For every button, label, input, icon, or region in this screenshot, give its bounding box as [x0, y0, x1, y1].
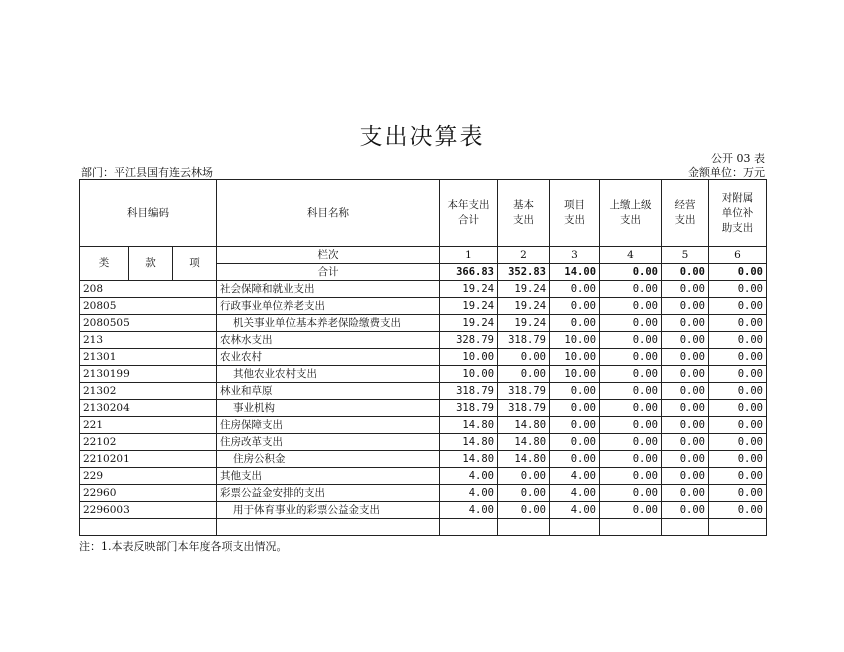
- row-value: 14.80: [498, 417, 550, 434]
- row-value: 0.00: [709, 332, 767, 349]
- row-value: 0.00: [662, 315, 709, 332]
- table-row: [80, 281, 767, 298]
- row-value: 0.00: [550, 383, 600, 400]
- row-value: 0.00: [600, 298, 662, 315]
- row-value: 19.24: [440, 281, 498, 298]
- row-value: 0.00: [600, 434, 662, 451]
- row-value: 0.00: [709, 281, 767, 298]
- row-value: 0.00: [709, 417, 767, 434]
- table-row: [80, 383, 767, 400]
- row-code: 208: [80, 281, 217, 298]
- row-value: 4.00: [440, 485, 498, 502]
- row-value: 10.00: [550, 349, 600, 366]
- total-value: 366.83: [440, 264, 498, 281]
- row-code: 22960: [80, 485, 217, 502]
- row-value: 0.00: [662, 349, 709, 366]
- row-value: 0.00: [550, 434, 600, 451]
- table-row: [80, 451, 767, 468]
- total-value: 352.83: [498, 264, 550, 281]
- row-name: 其他农业农村支出: [217, 366, 440, 383]
- header-code: 科目编码: [80, 180, 217, 247]
- row-value: 318.79: [498, 332, 550, 349]
- row-code: 221: [80, 417, 217, 434]
- row-value: 4.00: [550, 502, 600, 519]
- row-value: 14.80: [498, 434, 550, 451]
- row-value: 0.00: [498, 366, 550, 383]
- row-value: 10.00: [550, 332, 600, 349]
- row-value: 0.00: [709, 468, 767, 485]
- header-upper: 上缴上级 支出: [600, 180, 662, 247]
- row-value: 0.00: [600, 281, 662, 298]
- row-value: 0.00: [600, 400, 662, 417]
- table-row: [80, 502, 767, 519]
- row-code: 21301: [80, 349, 217, 366]
- header-xiang: 项: [173, 247, 217, 281]
- row-value: 0.00: [709, 349, 767, 366]
- header-operate: 经营 支出: [662, 180, 709, 247]
- row-value: 0.00: [662, 400, 709, 417]
- row-code: 2080505: [80, 315, 217, 332]
- row-value: 318.79: [440, 400, 498, 417]
- row-code: 2130204: [80, 400, 217, 417]
- header-total: 本年支出 合计: [440, 180, 498, 247]
- row-code: 2296003: [80, 502, 217, 519]
- row-value: 0.00: [662, 485, 709, 502]
- table-row: [80, 468, 767, 485]
- row-value: 318.79: [440, 383, 498, 400]
- row-name: 住房公积金: [217, 451, 440, 468]
- header-project: 项目 支出: [550, 180, 600, 247]
- row-value: 0.00: [550, 315, 600, 332]
- row-value: 0.00: [600, 332, 662, 349]
- row-value: 0.00: [662, 366, 709, 383]
- row-value: 0.00: [498, 485, 550, 502]
- col-index-5: 5: [662, 247, 709, 264]
- row-value: 0.00: [709, 298, 767, 315]
- row-value: 0.00: [662, 332, 709, 349]
- table-row: [80, 298, 767, 315]
- table-row: [80, 366, 767, 383]
- row-value: 0.00: [498, 502, 550, 519]
- row-value: 0.00: [662, 451, 709, 468]
- table-row: [80, 400, 767, 417]
- row-value: 0.00: [600, 417, 662, 434]
- row-value: 318.79: [498, 400, 550, 417]
- row-code: 21302: [80, 383, 217, 400]
- table-row: [80, 434, 767, 451]
- row-name: 用于体育事业的彩票公益金支出: [217, 502, 440, 519]
- row-value: 14.80: [440, 451, 498, 468]
- row-value: 19.24: [498, 315, 550, 332]
- total-value: 0.00: [709, 264, 767, 281]
- row-value: 0.00: [662, 298, 709, 315]
- row-code: 2210201: [80, 451, 217, 468]
- department-label: 部门：平江县国有连云林场: [81, 166, 213, 179]
- table-row: [80, 332, 767, 349]
- col-index-2: 2: [498, 247, 550, 264]
- form-number: 公开 03 表: [711, 152, 765, 165]
- row-value: 0.00: [550, 400, 600, 417]
- row-value: 0.00: [498, 468, 550, 485]
- row-value: 0.00: [709, 434, 767, 451]
- row-value: 19.24: [440, 298, 498, 315]
- empty-row: [80, 519, 767, 536]
- col-index-6: 6: [709, 247, 767, 264]
- row-value: 0.00: [600, 349, 662, 366]
- row-value: 0.00: [498, 349, 550, 366]
- row-value: 0.00: [709, 502, 767, 519]
- header-lei: 类: [80, 247, 129, 281]
- row-value: 14.80: [440, 434, 498, 451]
- row-name: 行政事业单位养老支出: [217, 298, 440, 315]
- row-value: 10.00: [440, 349, 498, 366]
- page-title: 支出决算表: [359, 124, 485, 150]
- row-value: 4.00: [550, 485, 600, 502]
- col-index-3: 3: [550, 247, 600, 264]
- row-value: 0.00: [662, 417, 709, 434]
- row-name: 其他支出: [217, 468, 440, 485]
- row-code: 20805: [80, 298, 217, 315]
- row-value: 0.00: [600, 468, 662, 485]
- row-value: 0.00: [709, 451, 767, 468]
- header-kuan: 款: [129, 247, 173, 281]
- row-value: 0.00: [662, 468, 709, 485]
- row-value: 0.00: [709, 383, 767, 400]
- row-value: 19.24: [498, 298, 550, 315]
- row-value: 318.79: [498, 383, 550, 400]
- row-value: 0.00: [662, 502, 709, 519]
- total-value: 0.00: [662, 264, 709, 281]
- row-value: 10.00: [440, 366, 498, 383]
- row-code: 2130199: [80, 366, 217, 383]
- row-value: 0.00: [709, 400, 767, 417]
- row-value: 0.00: [550, 417, 600, 434]
- row-name: 住房改革支出: [217, 434, 440, 451]
- row-value: 0.00: [709, 485, 767, 502]
- header-lanci: 栏次: [217, 247, 440, 264]
- total-label: 合计: [217, 264, 440, 281]
- row-value: 0.00: [600, 383, 662, 400]
- row-name: 农林水支出: [217, 332, 440, 349]
- header-basic: 基本 支出: [498, 180, 550, 247]
- row-value: 19.24: [498, 281, 550, 298]
- row-value: 4.00: [550, 468, 600, 485]
- table-row: [80, 417, 767, 434]
- row-value: 14.80: [498, 451, 550, 468]
- row-name: 社会保障和就业支出: [217, 281, 440, 298]
- row-value: 0.00: [600, 502, 662, 519]
- row-value: 0.00: [662, 383, 709, 400]
- row-value: 0.00: [709, 315, 767, 332]
- row-name: 事业机构: [217, 400, 440, 417]
- total-value: 0.00: [600, 264, 662, 281]
- table-row: [80, 349, 767, 366]
- row-value: 0.00: [600, 315, 662, 332]
- row-name: 住房保障支出: [217, 417, 440, 434]
- row-value: 0.00: [550, 298, 600, 315]
- row-value: 328.79: [440, 332, 498, 349]
- row-value: 0.00: [709, 366, 767, 383]
- row-value: 4.00: [440, 468, 498, 485]
- row-code: 229: [80, 468, 217, 485]
- row-code: 22102: [80, 434, 217, 451]
- row-value: 0.00: [600, 485, 662, 502]
- total-value: 14.00: [550, 264, 600, 281]
- table-row: [80, 485, 767, 502]
- header-name: 科目名称: [217, 180, 440, 247]
- row-value: 0.00: [600, 451, 662, 468]
- table-row: [80, 315, 767, 332]
- col-index-1: 1: [440, 247, 498, 264]
- expenditure-table: [79, 179, 767, 536]
- row-value: 0.00: [550, 281, 600, 298]
- unit-label: 金额单位：万元: [688, 166, 765, 179]
- row-name: 机关事业单位基本养老保险缴费支出: [217, 315, 440, 332]
- row-name: 彩票公益金安排的支出: [217, 485, 440, 502]
- row-value: 0.00: [662, 281, 709, 298]
- header-subsidiary: 对附属 单位补 助支出: [709, 180, 767, 247]
- row-value: 0.00: [550, 451, 600, 468]
- row-name: 林业和草原: [217, 383, 440, 400]
- row-value: 19.24: [440, 315, 498, 332]
- col-index-4: 4: [600, 247, 662, 264]
- row-value: 4.00: [440, 502, 498, 519]
- row-value: 0.00: [600, 366, 662, 383]
- row-value: 10.00: [550, 366, 600, 383]
- row-value: 0.00: [662, 434, 709, 451]
- footnote: 注：1.本表反映部门本年度各项支出情况。: [79, 540, 288, 553]
- row-code: 213: [80, 332, 217, 349]
- row-name: 农业农村: [217, 349, 440, 366]
- row-value: 14.80: [440, 417, 498, 434]
